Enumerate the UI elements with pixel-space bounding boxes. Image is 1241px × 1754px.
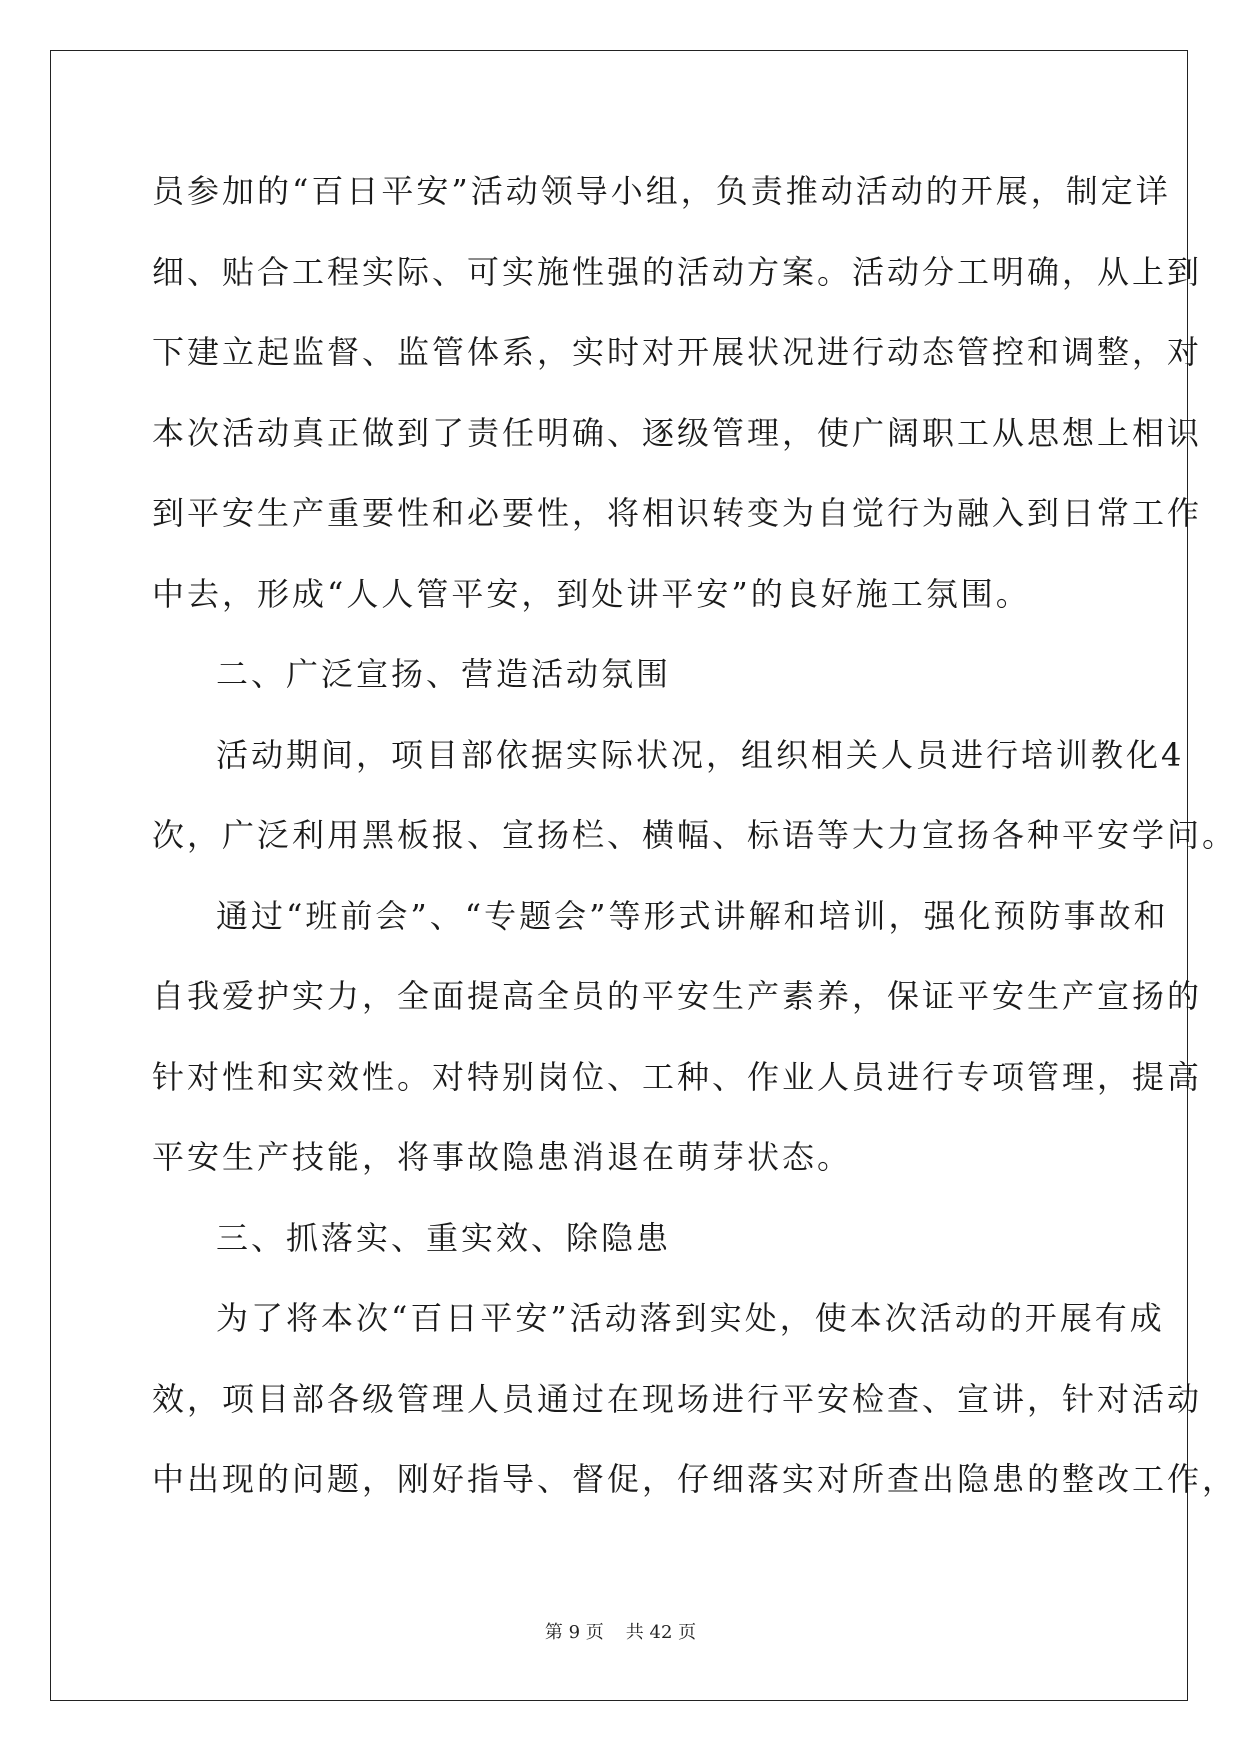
body-line: 平安生产技能，将事故隐患消退在萌芽状态。 [152,1138,853,1176]
page-footer [0,1621,1241,1645]
body-line: 员参加的“百日平安”活动领导小组，负责推动活动的开展，制定详 [152,172,1171,210]
body-line: 细、贴合工程实际、可实施性强的活动方案。活动分工明确，从上到 [152,252,1203,291]
body-line: 自我爱护实力，全面提高全员的平安生产素养，保证平安生产宣扬的 [152,977,1203,1015]
body-line: 下建立起监督、监管体系，实时对开展状况进行动态管控和调整，对 [152,333,1203,371]
body-line: 中去，形成“人人管平安，到处讲平安”的良好施工氛围。 [152,574,1031,613]
body-line: 针对性和实效性。对特别岗位、工种、作业人员进行专项管理，提高 [152,1057,1203,1096]
document-body [152,166,1238,1535]
page-total: 共 42 页 [625,1622,697,1643]
body-line: 中出现的问题，刚好指导、督促，仔细落实对所查出隐患的整改工作， [152,1460,1238,1498]
body-line: 本次活动真正做到了责任明确、逐级管理，使广阔职工从思想上相识 [152,413,1203,452]
body-line: 次，广泛利用黑板报、宣扬栏、横幅、标语等大力宣扬各种平安学问。 [152,816,1238,854]
body-line: 通过“班前会”、“专题会”等形式讲解和培训，强化预防事故和 [216,896,1169,935]
body-line: 效，项目部各级管理人员通过在现场进行平安检查、宣讲，针对活动 [152,1379,1203,1418]
section-heading: 三、抓落实、重实效、除隐患 [216,1218,672,1257]
section-heading: 二、广泛宣扬、营造活动氛围 [216,655,672,693]
page-number: 第 9 页 [544,1622,604,1643]
body-line: 活动期间，项目部依据实际状况，组织相关人员进行培训教化4 [216,735,1185,774]
body-line: 到平安生产重要性和必要性，将相识转变为自觉行为融入到日常工作 [152,494,1203,532]
body-line: 为了将本次“百日平安”活动落到实处，使本次活动的开展有成 [216,1299,1165,1337]
